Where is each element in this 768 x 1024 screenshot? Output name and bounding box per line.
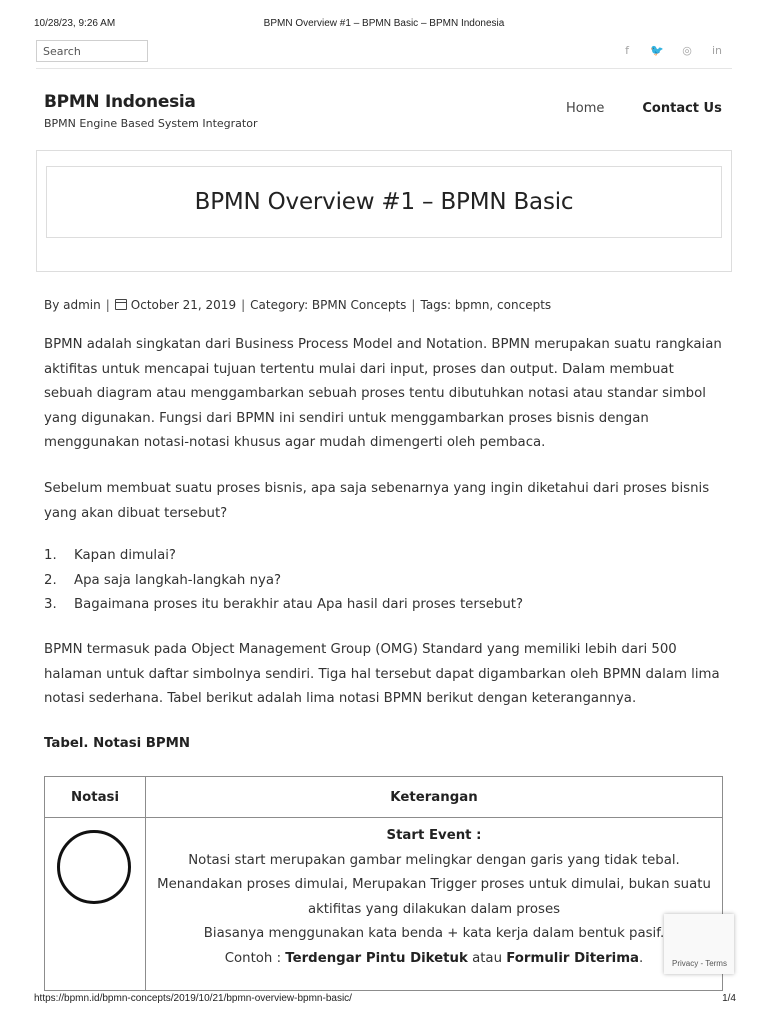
post-date: October 21, 2019 xyxy=(130,298,237,312)
event-description-line: Menandakan proses dimulai, Merupakan Trigger proses untuk dimulai, bukan suatu aktifitas yang dilakukan dalam proses xyxy=(157,877,711,917)
table-header-row xyxy=(45,777,723,818)
topbar xyxy=(36,40,732,69)
meta-separator: | xyxy=(105,298,110,312)
column-header-keterangan: Keterangan xyxy=(146,777,723,818)
print-footer xyxy=(0,993,768,1007)
example-end: . xyxy=(639,950,644,966)
list-item-text: Kapan dimulai? xyxy=(74,548,176,563)
post-author[interactable]: By admin xyxy=(44,298,101,312)
list-item-text: Apa saja langkah-langkah nya? xyxy=(74,572,282,588)
recaptcha-badge[interactable] xyxy=(664,914,734,974)
print-datetime: 10/28/23, 9:26 AM xyxy=(34,18,116,29)
paragraph-omg: BPMN termasuk pada Object Management Group (OMG) Standard yang memiliki lebih dari 500 halaman untuk daftar simbolnya sendiri. Tiga hal tersebut dapat digambarkan oleh BPMN dalam lima notasi sederhana. Tabel berikut adalah lima notasi BPMN berikut dengan keterangannya. xyxy=(44,642,720,706)
list-item xyxy=(44,593,724,618)
nav-contact-us[interactable]: Contact Us xyxy=(642,101,722,116)
list-item-number: 3. xyxy=(44,597,57,612)
linkedin-icon[interactable]: in xyxy=(711,44,723,57)
table-row xyxy=(45,818,723,991)
calendar-icon xyxy=(115,299,127,310)
example-b: Formulir Diterima xyxy=(506,950,640,966)
list-item xyxy=(44,544,724,569)
post-tags[interactable]: Tags: bpmn, concepts xyxy=(420,298,552,312)
notation-description-cell xyxy=(146,818,723,991)
print-page-number: 1/4 xyxy=(722,993,736,1004)
social-links xyxy=(620,44,724,57)
event-description-line: Biasanya menggunakan kata benda + kata kerja dalam bentuk pasif. xyxy=(203,926,665,941)
main-nav xyxy=(566,101,722,116)
recaptcha-links[interactable]: Privacy - Terms xyxy=(672,959,727,968)
list-item-number: 2. xyxy=(44,572,57,588)
nav-home[interactable]: Home xyxy=(566,101,605,116)
start-event-circle-icon xyxy=(57,830,131,904)
print-url: https://bpmn.id/bpmn-concepts/2019/10/21/bpmn-overview-bpmn-basic/ xyxy=(34,993,352,1004)
list-item-number: 1. xyxy=(44,548,57,563)
twitter-icon[interactable]: 🐦 xyxy=(650,44,664,57)
notation-symbol-cell xyxy=(45,818,146,991)
example-mid: atau xyxy=(467,950,507,966)
print-header xyxy=(0,18,768,32)
question-list xyxy=(44,544,724,618)
paragraph-intro: BPMN adalah singkatan dari Business Process Model and Notation. BPMN merupakan suatu rangkaian aktifitas untuk mencapai tujuan tertentu mulai dari input, proses dan output. Dalam membuat sebuah diagram atau menggambarkan sebuah proses tentu dibutuhkan notasi atau standar simbol yang digunakan. Fungsi dari BPMN ini sendiri untuk menggambarkan proses bisnis dengan menggunakan notasi-notasi khusus agar mudah dimengerti oleh pembaca. xyxy=(44,337,722,450)
meta-separator: | xyxy=(411,298,416,312)
list-item xyxy=(44,569,724,594)
column-header-notasi: Notasi xyxy=(45,777,146,818)
meta-separator: | xyxy=(241,298,246,312)
facebook-icon[interactable]: f xyxy=(625,44,629,57)
table-caption: Tabel. Notasi BPMN xyxy=(44,736,191,751)
example-a: Terdengar Pintu Diketuk xyxy=(285,950,468,966)
notation-table xyxy=(44,776,723,991)
site-title[interactable]: BPMN Indonesia xyxy=(44,92,196,112)
post-meta xyxy=(44,298,551,312)
event-description-line: Notasi start merupakan gambar melingkar dengan garis yang tidak tebal. xyxy=(188,852,680,868)
event-example xyxy=(154,947,714,972)
instagram-icon[interactable]: ◎ xyxy=(682,44,692,57)
example-prefix: Contoh : xyxy=(224,950,286,966)
post-category[interactable]: Category: BPMN Concepts xyxy=(250,298,407,312)
page-title-banner xyxy=(36,150,732,272)
page-title: BPMN Overview #1 – BPMN Basic xyxy=(194,189,574,215)
page-title-frame xyxy=(46,166,722,238)
event-title: Start Event : xyxy=(386,828,482,843)
search-input[interactable] xyxy=(36,40,148,62)
paragraph-question: Sebelum membuat suatu proses bisnis, apa saja sebenarnya yang ingin diketahui dari proses bisnis yang akan dibuat tersebut? xyxy=(44,481,710,521)
site-tagline: BPMN Engine Based System Integrator xyxy=(44,117,258,130)
list-item-text: Bagaimana proses itu berakhir atau Apa hasil dari proses tersebut? xyxy=(74,597,524,612)
print-document-title: BPMN Overview #1 – BPMN Basic – BPMN Indonesia xyxy=(263,18,505,29)
